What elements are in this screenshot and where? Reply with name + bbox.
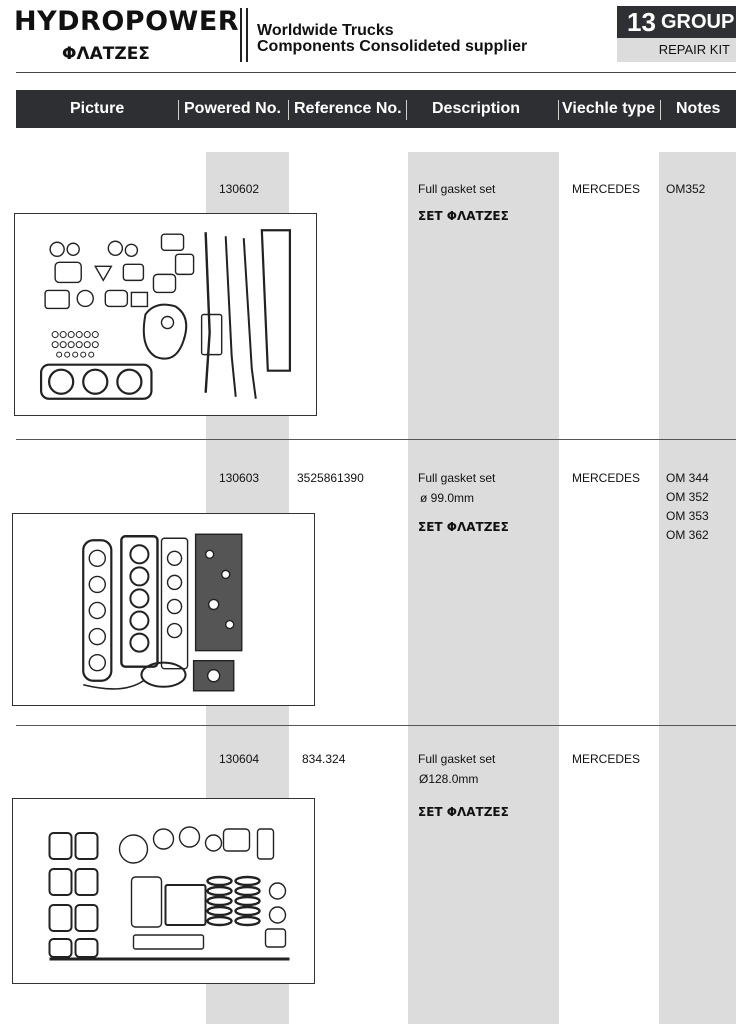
row-2-greek-label: ΣΕΤ ΦΛΑΤΖΕΣ (418, 520, 509, 534)
row-2-gasket-set-image (12, 513, 315, 706)
column-header-picture: Picture (70, 100, 125, 117)
header-divider (246, 8, 248, 62)
group-badge (617, 6, 736, 38)
row-2-powered-no: 130603 (219, 471, 260, 485)
column-separator (178, 100, 179, 120)
brand-subtitle: ΦΛΑΤΖΕΣ (62, 44, 150, 64)
column-separator (406, 100, 407, 120)
row-2-note: OM 352 (666, 490, 709, 504)
row-2-note: OM 362 (666, 528, 709, 542)
row-1-greek-label: ΣΕΤ ΦΛΑΤΖΕΣ (418, 209, 509, 223)
row-1-powered-no: 130602 (219, 182, 260, 196)
row-1-description: Full gasket set (418, 182, 496, 196)
column-separator (288, 100, 289, 120)
header-rule (16, 72, 736, 73)
group-number: 13 (627, 7, 656, 37)
row-1-note: OM352 (666, 182, 706, 196)
row-3-vehicle: MERCEDES (572, 752, 641, 766)
column-separator (558, 100, 559, 120)
row-2-note: OM 353 (666, 509, 709, 523)
description-column-stripe (408, 152, 559, 1024)
row-3-description: Full gasket set (418, 752, 496, 766)
row-2-description: Full gasket set (418, 471, 496, 485)
tagline-line-2: Components Consolideted supplier (257, 38, 528, 55)
column-header-powered-no: Powered No. (184, 100, 281, 117)
row-separator (16, 439, 736, 440)
row-2-dimension: ø 99.0mm (420, 491, 475, 505)
section-label: REPAIR KIT (658, 42, 730, 57)
notes-column-stripe (659, 152, 736, 1024)
row-3-dimension: Ø128.0mm (419, 772, 479, 786)
row-2-reference-no: 3525861390 (297, 471, 364, 485)
column-header-reference-no: Reference No. (294, 100, 402, 117)
row-1-vehicle: MERCEDES (572, 182, 641, 196)
row-3-reference-no: 834.324 (302, 752, 346, 766)
row-3-gasket-set-image (12, 798, 315, 984)
tagline-line-1: Worldwide Trucks (257, 22, 394, 39)
row-1-gasket-set-image (14, 213, 317, 416)
header-divider (240, 8, 242, 62)
row-2-note: OM 344 (666, 471, 709, 485)
table-header (16, 90, 736, 128)
row-3-greek-label: ΣΕΤ ΦΛΑΤΖΕΣ (418, 805, 509, 819)
brand-logo-text: HYDROPOWER (14, 6, 240, 37)
row-separator (16, 725, 736, 726)
row-2-vehicle: MERCEDES (572, 471, 641, 485)
column-header-description: Description (432, 100, 521, 117)
column-separator (660, 100, 661, 120)
row-3-powered-no: 130604 (219, 752, 260, 766)
section-badge (617, 38, 736, 62)
column-header-notes: Notes (676, 100, 721, 117)
column-header-vehicle-type: Viechle type (562, 100, 656, 117)
group-label: GROUP (661, 11, 735, 33)
